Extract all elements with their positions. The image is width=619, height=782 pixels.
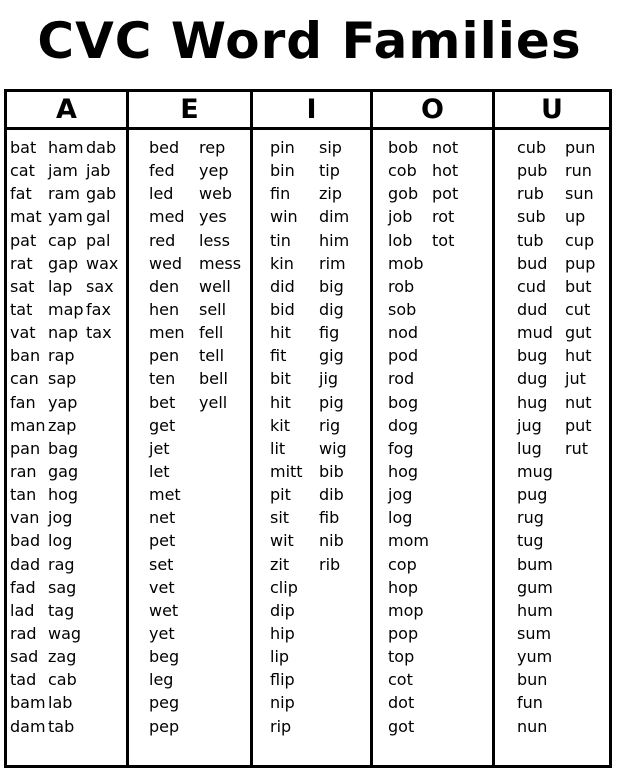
word-cell: bug xyxy=(517,346,548,366)
word-cell: lad xyxy=(10,600,35,620)
column-header-a: A xyxy=(7,92,126,130)
word-cell: rug xyxy=(517,508,544,528)
word-cell: peg xyxy=(149,693,180,713)
column-o xyxy=(370,92,492,765)
word-cell: tip xyxy=(319,161,340,181)
word-cell: bib xyxy=(319,461,344,481)
word-cell: mom xyxy=(388,531,429,551)
word-cell: yell xyxy=(199,392,228,412)
word-cell: gum xyxy=(517,577,553,597)
word-cell: sad xyxy=(10,647,39,667)
word-cell: dad xyxy=(10,554,41,574)
word-cell: cut xyxy=(565,299,591,319)
word-list-o xyxy=(373,130,492,738)
word-cell: sun xyxy=(565,184,594,204)
column-e xyxy=(126,92,250,765)
word-cell: tad xyxy=(10,670,37,690)
word-cell: pal xyxy=(86,230,111,250)
word-cell: pit xyxy=(270,485,291,505)
word-cell: dim xyxy=(319,207,350,227)
word-cell: fad xyxy=(10,577,36,597)
word-cell: mitt xyxy=(270,461,303,481)
word-cell: jab xyxy=(86,161,111,181)
word-cell: dot xyxy=(388,693,415,713)
word-cell: gab xyxy=(86,184,117,204)
word-cell: rut xyxy=(565,438,588,458)
word-cell: sum xyxy=(517,623,552,643)
word-cell: fan xyxy=(10,392,36,412)
word-cell: dab xyxy=(86,138,117,157)
word-list-e xyxy=(129,130,250,738)
word-cell: tab xyxy=(48,716,75,736)
column-header-e: E xyxy=(129,92,250,130)
word-cell: mug xyxy=(517,461,553,481)
word-cell: hit xyxy=(270,323,291,343)
word-cell: hop xyxy=(388,577,419,597)
word-cell: hog xyxy=(48,485,79,505)
word-cell: fig xyxy=(319,323,340,343)
word-cell: nun xyxy=(517,716,548,736)
word-cell: fed xyxy=(149,161,175,181)
word-cell: big xyxy=(319,276,344,296)
word-cell: nap xyxy=(48,323,79,343)
word-cell: nip xyxy=(270,693,295,713)
word-cell: log xyxy=(48,531,73,551)
word-cell: zap xyxy=(48,415,77,435)
word-cell: sap xyxy=(48,369,77,389)
word-cell: cat xyxy=(10,161,35,181)
word-cell: pop xyxy=(388,623,419,643)
word-cell: hen xyxy=(149,299,180,319)
word-cell: hog xyxy=(388,461,419,481)
word-cell: pen xyxy=(149,346,180,366)
word-cell: tell xyxy=(199,346,225,366)
word-cell: gag xyxy=(48,461,79,481)
word-cell: bed xyxy=(149,138,180,157)
word-list-i xyxy=(253,130,370,738)
word-cell: fog xyxy=(388,438,414,458)
word-cell: tin xyxy=(270,230,291,250)
word-cell: job xyxy=(388,207,413,227)
word-cell: pod xyxy=(388,346,419,366)
word-cell: nod xyxy=(388,323,419,343)
word-cell: nib xyxy=(319,531,344,551)
word-cell: dig xyxy=(319,299,344,319)
word-cell: tag xyxy=(48,600,75,620)
word-cell: yam xyxy=(48,207,83,227)
word-cell: fit xyxy=(270,346,287,366)
word-cell: lap xyxy=(48,276,73,296)
word-cell: sit xyxy=(270,508,290,528)
word-cell: rat xyxy=(10,253,33,273)
word-cell: rep xyxy=(199,138,226,157)
word-cell: web xyxy=(199,184,233,204)
word-family-table xyxy=(4,89,612,768)
word-cell: yep xyxy=(199,161,229,181)
word-cell: well xyxy=(199,276,231,296)
word-cell: jog xyxy=(48,508,73,528)
word-cell: not xyxy=(432,138,459,157)
word-cell: kin xyxy=(270,253,294,273)
word-cell: rib xyxy=(319,554,341,574)
word-cell: hut xyxy=(565,346,592,366)
word-cell: bud xyxy=(517,253,548,273)
word-cell: rip xyxy=(270,716,292,736)
word-cell: dud xyxy=(517,299,548,319)
word-cell: pun xyxy=(565,138,596,157)
word-cell: dib xyxy=(319,485,344,505)
word-cell: wet xyxy=(149,600,179,620)
word-cell: vat xyxy=(10,323,36,343)
word-cell: pot xyxy=(432,184,459,204)
word-cell: gig xyxy=(319,346,344,366)
word-cell: ram xyxy=(48,184,80,204)
word-cell: rim xyxy=(319,253,346,273)
word-cell: yet xyxy=(149,623,175,643)
word-cell: rap xyxy=(48,346,75,366)
word-cell: fun xyxy=(517,693,543,713)
word-cell: map xyxy=(48,299,84,319)
word-cell: wig xyxy=(319,438,347,458)
word-cell: fin xyxy=(270,184,291,204)
word-cell: pub xyxy=(517,161,548,181)
word-cell: cup xyxy=(565,230,595,250)
word-cell: bid xyxy=(270,299,295,319)
word-cell: mop xyxy=(388,600,424,620)
word-cell: yap xyxy=(48,392,78,412)
word-cell: hot xyxy=(432,161,459,181)
word-cell: pat xyxy=(10,230,37,250)
word-cell: pup xyxy=(565,253,596,273)
word-cell: bad xyxy=(10,531,41,551)
word-cell: net xyxy=(149,508,176,528)
word-cell: rob xyxy=(388,276,415,296)
word-cell: can xyxy=(10,369,39,389)
word-cell: zip xyxy=(319,184,342,204)
word-cell: up xyxy=(565,207,586,227)
word-cell: cub xyxy=(517,138,547,157)
word-cell: run xyxy=(565,161,592,181)
word-cell: tug xyxy=(517,531,544,551)
word-cell: bun xyxy=(517,670,548,690)
word-cell: bell xyxy=(199,369,228,389)
word-cell: jog xyxy=(388,485,413,505)
word-cell: den xyxy=(149,276,180,296)
word-cell: rig xyxy=(319,415,341,435)
word-cell: gal xyxy=(86,207,111,227)
word-cell: hip xyxy=(270,623,295,643)
word-cell: hum xyxy=(517,600,553,620)
word-cell: cob xyxy=(388,161,417,181)
word-cell: dip xyxy=(270,600,295,620)
word-cell: bum xyxy=(517,554,553,574)
word-list-a xyxy=(7,130,126,738)
word-cell: jig xyxy=(319,369,339,389)
word-cell: rad xyxy=(10,623,37,643)
word-cell: mud xyxy=(517,323,553,343)
word-cell: get xyxy=(149,415,176,435)
word-cell: met xyxy=(149,485,181,505)
word-cell: let xyxy=(149,461,170,481)
word-cell: beg xyxy=(149,647,180,667)
word-cell: clip xyxy=(270,577,298,597)
word-cell: vet xyxy=(149,577,175,597)
word-cell: him xyxy=(319,230,350,250)
word-cell: tax xyxy=(86,323,112,343)
page-title: CVC Word Families xyxy=(37,12,582,70)
word-cell: dug xyxy=(517,369,548,389)
word-cell: ham xyxy=(48,138,84,157)
word-cell: rub xyxy=(517,184,544,204)
word-cell: hit xyxy=(270,392,291,412)
word-cell: wax xyxy=(86,253,119,273)
word-cell: red xyxy=(149,230,176,250)
word-cell: pug xyxy=(517,485,548,505)
word-cell: flip xyxy=(270,670,295,690)
word-cell: fat xyxy=(10,184,32,204)
word-cell: led xyxy=(149,184,174,204)
word-cell: sag xyxy=(48,577,77,597)
word-cell: med xyxy=(149,207,185,227)
word-cell: less xyxy=(199,230,230,250)
column-u xyxy=(492,92,609,765)
word-cell: fib xyxy=(319,508,340,528)
word-cell: gut xyxy=(565,323,592,343)
word-cell: cab xyxy=(48,670,77,690)
word-cell: jam xyxy=(48,161,78,181)
word-cell: lip xyxy=(270,647,290,667)
word-cell: bam xyxy=(10,693,46,713)
word-cell: lab xyxy=(48,693,73,713)
word-cell: bet xyxy=(149,392,176,412)
word-cell: mess xyxy=(199,253,242,273)
word-cell: ban xyxy=(10,346,41,366)
word-cell: pan xyxy=(10,438,41,458)
word-cell: pig xyxy=(319,392,344,412)
word-cell: wag xyxy=(48,623,82,643)
column-header-o: O xyxy=(373,92,492,130)
word-cell: bat xyxy=(10,138,37,157)
word-cell: bin xyxy=(270,161,295,181)
column-header-u: U xyxy=(495,92,609,130)
word-cell: tub xyxy=(517,230,544,250)
word-cell: rot xyxy=(432,207,455,227)
word-cell: tat xyxy=(10,299,33,319)
column-i xyxy=(250,92,370,765)
word-cell: rod xyxy=(388,369,415,389)
word-cell: leg xyxy=(149,670,174,690)
word-cell: sax xyxy=(86,276,114,296)
word-cell: yum xyxy=(517,647,553,667)
word-cell: got xyxy=(388,716,415,736)
word-cell: jut xyxy=(565,369,586,389)
word-cell: gob xyxy=(388,184,419,204)
word-cell: nut xyxy=(565,392,592,412)
word-cell: lug xyxy=(517,438,542,458)
word-cell: top xyxy=(388,647,415,667)
word-list-u xyxy=(495,130,609,738)
word-cell: sell xyxy=(199,299,227,319)
word-cell: dam xyxy=(10,716,46,736)
word-cell: zit xyxy=(270,554,290,574)
word-cell: lob xyxy=(388,230,413,250)
column-header-i: I xyxy=(253,92,370,130)
word-cell: ten xyxy=(149,369,176,389)
word-cell: cap xyxy=(48,230,77,250)
word-cell: gap xyxy=(48,253,79,273)
word-cell: zag xyxy=(48,647,77,667)
word-cell: did xyxy=(270,276,295,296)
word-cell: bog xyxy=(388,392,419,412)
word-cell: hug xyxy=(517,392,548,412)
column-a xyxy=(7,92,126,765)
word-cell: wit xyxy=(270,531,294,551)
word-cell: lit xyxy=(270,438,286,458)
word-cell: log xyxy=(388,508,413,528)
word-cell: pin xyxy=(270,138,295,157)
word-cell: bob xyxy=(388,138,419,157)
word-cell: cot xyxy=(388,670,413,690)
word-cell: bit xyxy=(270,369,291,389)
word-cell: dog xyxy=(388,415,419,435)
word-cell: bag xyxy=(48,438,79,458)
word-cell: pet xyxy=(149,531,176,551)
word-cell: van xyxy=(10,508,40,528)
word-cell: wed xyxy=(149,253,183,273)
word-cell: but xyxy=(565,276,592,296)
word-cell: mat xyxy=(10,207,42,227)
word-cell: fax xyxy=(86,299,111,319)
word-cell: rag xyxy=(48,554,75,574)
word-cell: win xyxy=(270,207,298,227)
word-cell: yes xyxy=(199,207,227,227)
word-cell: tot xyxy=(432,230,455,250)
word-cell: cud xyxy=(517,276,547,296)
word-cell: tan xyxy=(10,485,37,505)
word-cell: mob xyxy=(388,253,424,273)
word-cell: set xyxy=(149,554,174,574)
word-cell: sat xyxy=(10,276,35,296)
word-cell: man xyxy=(10,415,46,435)
word-cell: jet xyxy=(149,438,170,458)
word-cell: sip xyxy=(319,138,342,157)
word-cell: pep xyxy=(149,716,180,736)
word-cell: jug xyxy=(517,415,542,435)
word-cell: kit xyxy=(270,415,290,435)
word-cell: sub xyxy=(517,207,546,227)
word-cell: men xyxy=(149,323,185,343)
word-cell: fell xyxy=(199,323,224,343)
word-cell: put xyxy=(565,415,592,435)
word-cell: sob xyxy=(388,299,417,319)
word-cell: cop xyxy=(388,554,417,574)
word-cell: ran xyxy=(10,461,37,481)
